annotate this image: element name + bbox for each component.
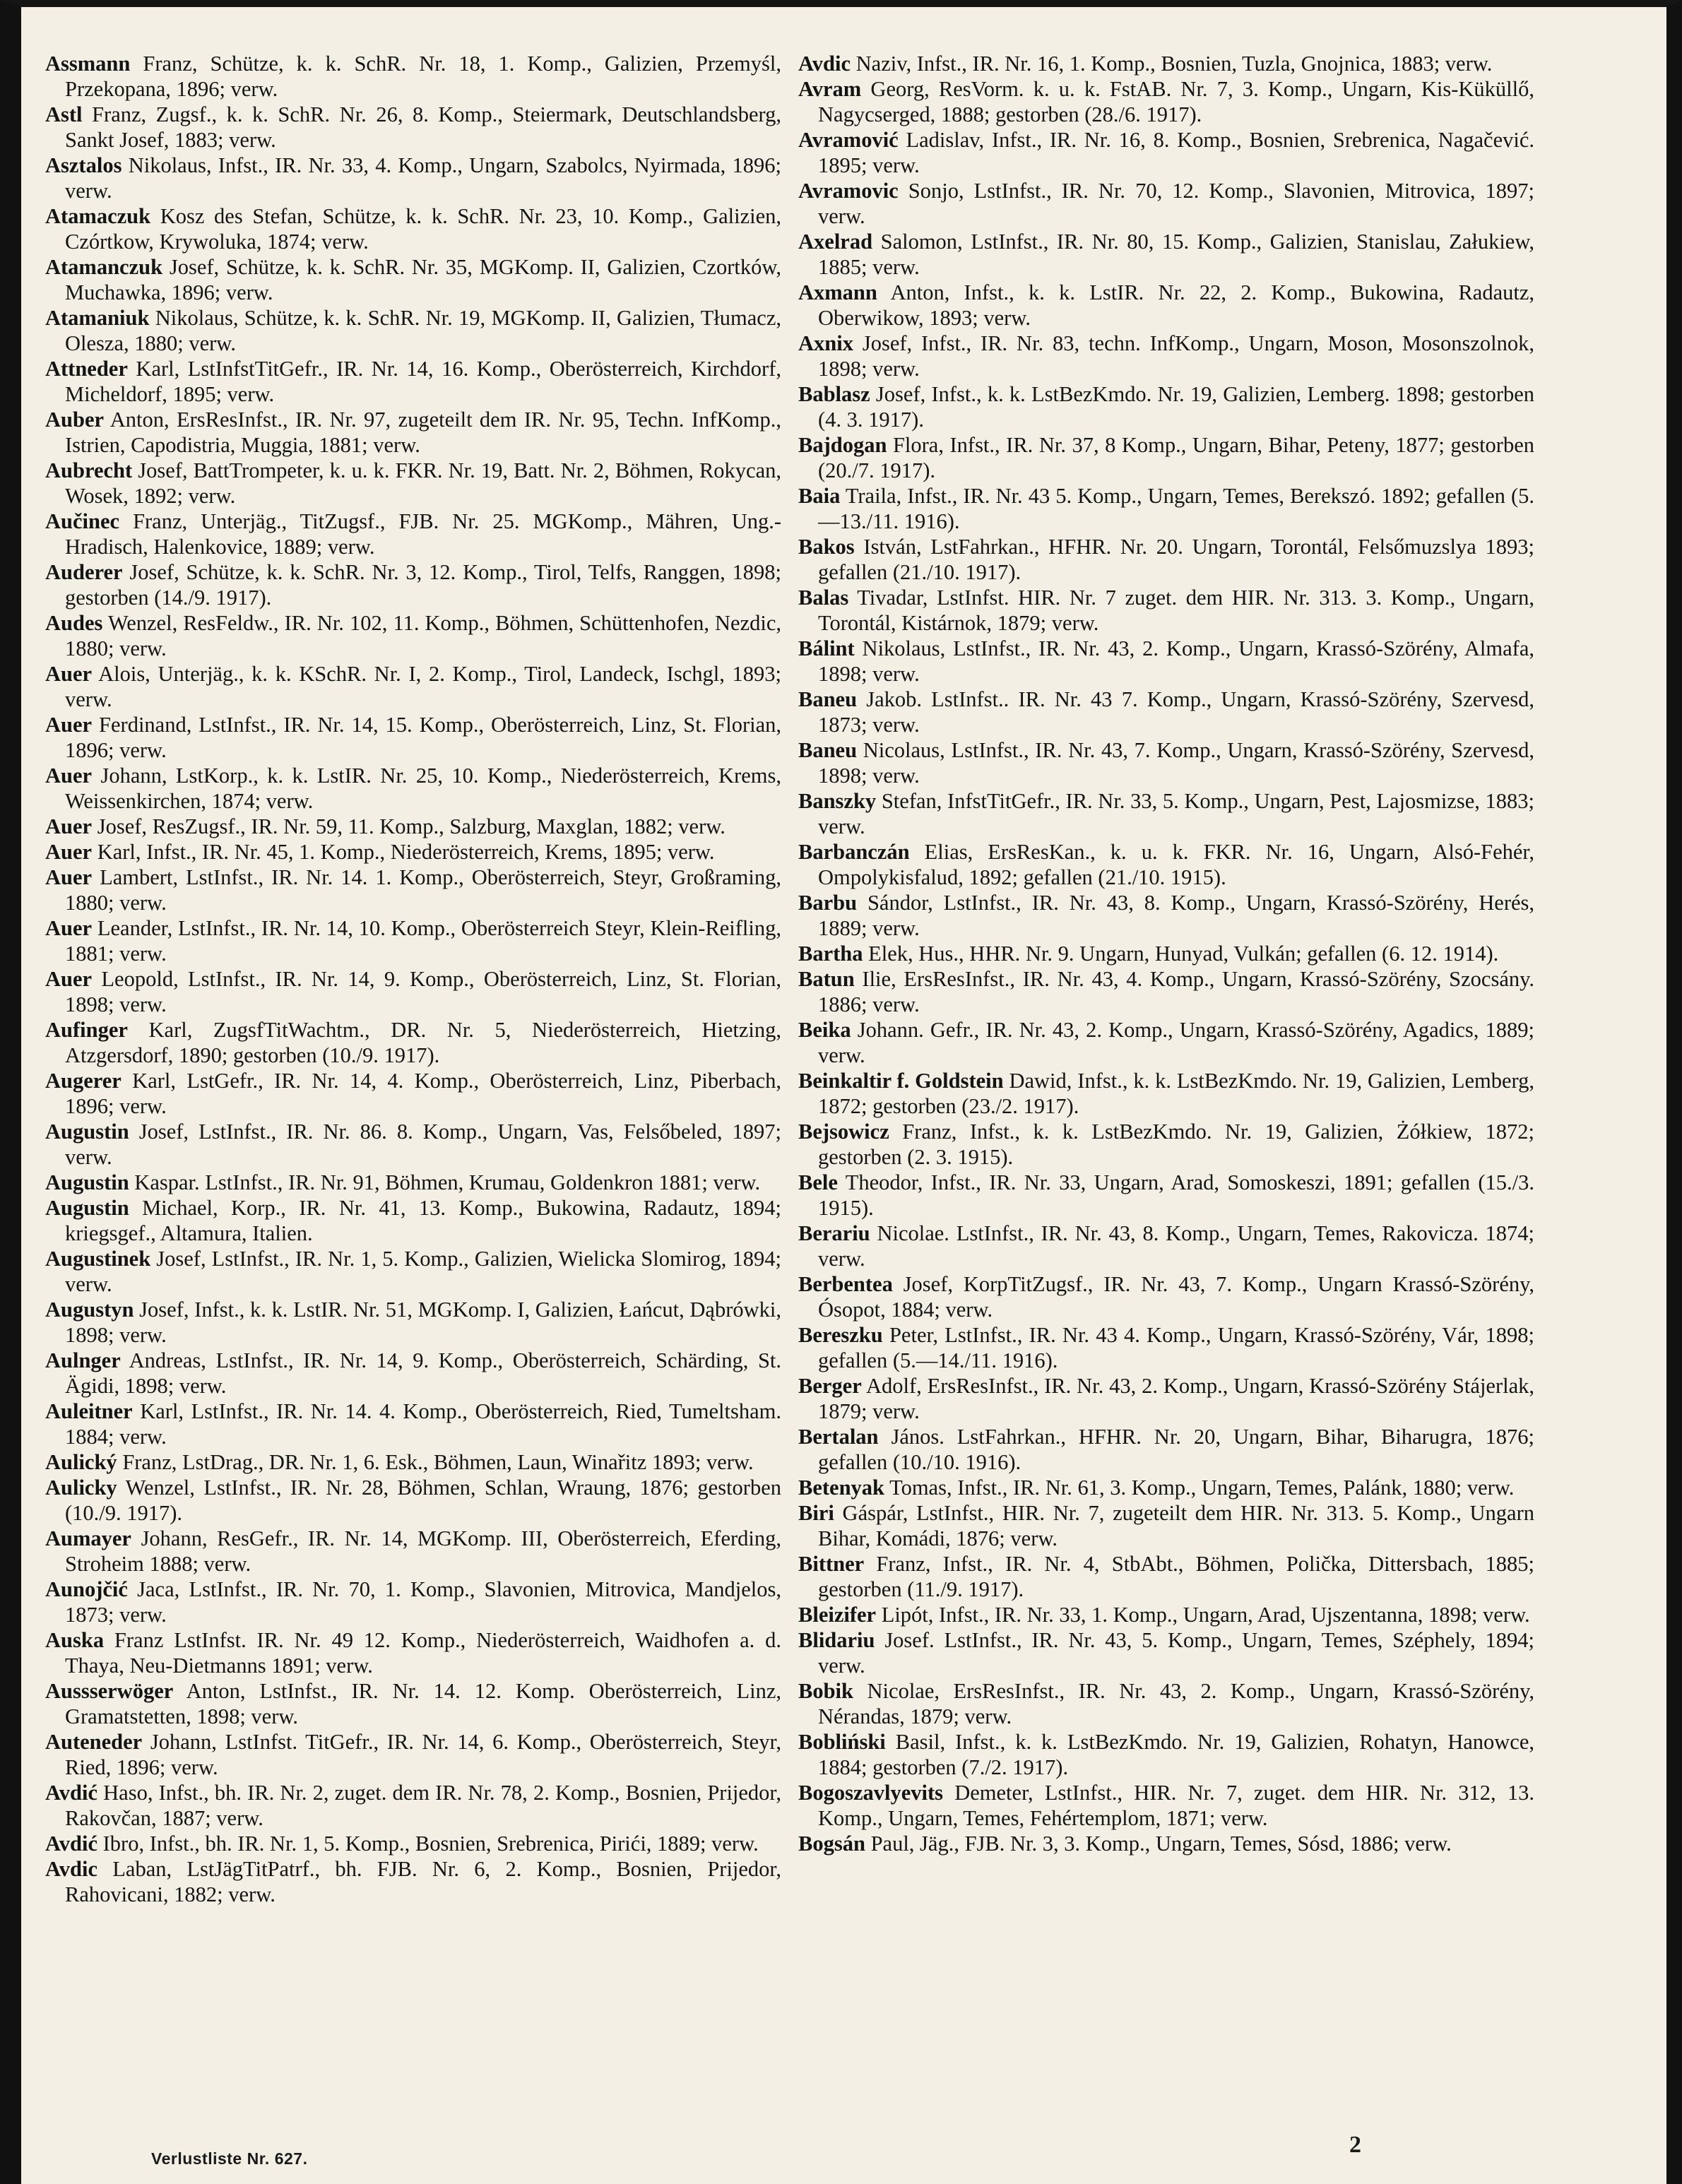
surname: Auber: [45, 408, 105, 432]
entry-details: István, LstFahrkan., HFHR. Nr. 20. Ungarn, Torontál, Felsőmuzslya 1893; gefallen (21./10. 1917).: [818, 535, 1534, 584]
entry-details: Franz, LstDrag., DR. Nr. 1, 6. Esk., Böhmen, Laun, Winařitz 1893; verw.: [122, 1450, 754, 1474]
surname: Bobik: [798, 1679, 853, 1703]
entry-details: Theodor, Infst., IR. Nr. 33, Ungarn, Arad, Somoskeszi, 1891; gefallen (15./3. 1915).: [818, 1170, 1534, 1220]
surname: Betenyak: [798, 1476, 884, 1500]
surname: Aulnger: [45, 1348, 121, 1372]
casualty-entry: [45, 1068, 781, 1119]
casualty-entry: [798, 1170, 1534, 1221]
surname: Atamaczuk: [45, 204, 151, 228]
surname: Berariu: [798, 1221, 870, 1245]
entry-details: Dawid, Infst., k. k. LstBezKmdo. Nr. 19, Galizien, Lemberg, 1872; gestorben (23./2. 1917).: [818, 1069, 1534, 1118]
casualty-entry: [798, 687, 1534, 737]
casualty-entry: [798, 1271, 1534, 1322]
surname: Bajdogan: [798, 433, 887, 457]
surname: Bartha: [798, 942, 863, 966]
surname: Avramovic: [798, 179, 899, 203]
casualty-entry: [798, 1424, 1534, 1475]
surname: Aubrecht: [45, 458, 133, 482]
casualty-entry: [45, 509, 781, 559]
entry-details: Johann. Gefr., IR. Nr. 43, 2. Komp., Ungarn, Krassó-Szörény, Agadics, 1889; verw.: [818, 1018, 1535, 1067]
casualty-entry: [45, 305, 781, 356]
casualty-entry: [45, 1297, 781, 1348]
surname: Beika: [798, 1018, 851, 1042]
casualty-entry: [798, 1500, 1534, 1551]
surname: Banszky: [798, 789, 877, 813]
surname: Atamaniuk: [45, 306, 150, 330]
entry-details: Karl, ZugsfTitWachtm., DR. Nr. 5, Niederösterreich, Hietzing, Atzgersdorf, 1890; gestorben (10./9. 1917).: [65, 1018, 782, 1067]
casualty-entry: [798, 890, 1534, 941]
surname: Bogoszavlyevits: [798, 1781, 944, 1805]
surname: Avramović: [798, 128, 899, 152]
entry-details: Flora, Infst., IR. Nr. 37, 8 Komp., Ungarn, Bihar, Peteny, 1877; gestorben (20./7. 1917).: [818, 433, 1534, 482]
entry-details: Ibro, Infst., bh. IR. Nr. 1, 5. Komp., Bosnien, Srebrenica, Pirići, 1889; verw.: [102, 1832, 759, 1856]
casualty-entry: [45, 763, 781, 814]
entry-details: Franz LstInfst. IR. Nr. 49 12. Komp., Niederösterreich, Waidhofen a. d. Thaya, Neu-Dietmanns 1891; verw.: [65, 1628, 781, 1678]
casualty-entry: [798, 788, 1534, 839]
surname: Auleitner: [45, 1399, 133, 1423]
casualty-entry: [798, 966, 1534, 1017]
left-column: [45, 51, 781, 1907]
surname: Auer: [45, 840, 93, 864]
surname: Auer: [45, 814, 93, 838]
entry-details: Nicolae. LstInfst., IR. Nr. 43, 8. Komp., Ungarn, Temes, Rakovicza. 1874; verw.: [818, 1221, 1535, 1271]
casualty-entry: [45, 1856, 781, 1907]
casualty-entry: [45, 1246, 781, 1297]
entry-details: Josef, LstInfst., IR. Nr. 86. 8. Komp., Ungarn, Vas, Felsőbeled, 1897; verw.: [65, 1120, 781, 1169]
surname: Avdic: [798, 52, 851, 76]
entry-details: Elias, ErsResKan., k. u. k. FKR. Nr. 16, Ungarn, Alsó-Fehér, Ompolykisfalud, 1892; gefallen (21./10. 1915).: [818, 840, 1534, 889]
casualty-entry: [45, 356, 781, 407]
entry-details: Laban, LstJägTitPatrf., bh. FJB. Nr. 6, 2. Komp., Bosnien, Prijedor, Rahovicani, 1882; verw.: [65, 1857, 781, 1906]
entry-details: Wenzel, LstInfst., IR. Nr. 28, Böhmen, Schlan, Wraung, 1876; gestorben (10./9. 1917).: [65, 1476, 782, 1525]
casualty-entry: [45, 814, 781, 839]
surname: Auer: [45, 916, 93, 940]
entry-details: Franz, Schütze, k. k. SchR. Nr. 18, 1. Komp., Galizien, Przemyśl, Przekopana, 1896; verw.: [65, 52, 781, 101]
casualty-entry: [798, 1678, 1534, 1729]
casualty-entry: [798, 381, 1534, 432]
entry-details: Alois, Unterjäg., k. k. KSchR. Nr. I, 2. Komp., Tirol, Landeck, Ischgl, 1893; verw.: [65, 662, 781, 711]
casualty-entry: [45, 1348, 781, 1399]
surname: Axelrad: [798, 230, 873, 254]
entry-details: Josef, BattTrompeter, k. u. k. FKR. Nr. 19, Batt. Nr. 2, Böhmen, Rokycan, Wosek, 1892; verw.: [65, 458, 781, 508]
entry-details: Karl, LstInfstTitGefr., IR. Nr. 14, 16. Komp., Oberösterreich, Kirchdorf, Micheldorf, 1895; verw.: [65, 357, 782, 406]
casualty-entry: [45, 865, 781, 915]
entry-details: Georg, ResVorm. k. u. k. FstAB. Nr. 7, 3. Komp., Ungarn, Kis-Küküllő, Nagycserged, 1888; gestorben (28./6. 1917).: [818, 77, 1534, 126]
surname: Auer: [45, 662, 93, 686]
entry-details: Josef, LstInfst., IR. Nr. 1, 5. Komp., Galizien, Wielicka Slomirog, 1894; verw.: [65, 1247, 782, 1296]
surname: Augustyn: [45, 1298, 134, 1322]
surname: Axnix: [798, 331, 853, 355]
surname: Attneder: [45, 357, 128, 381]
entry-details: Gáspár, LstInfst., HIR. Nr. 7, zugeteilt dem HIR. Nr. 313. 5. Komp., Ungarn Bihar, Komádi, 1876; verw.: [818, 1501, 1535, 1550]
entry-details: Nicolaus, LstInfst., IR. Nr. 43, 7. Komp., Ungarn, Krassó-Szörény, Szervesd, 1898; verw.: [818, 738, 1535, 788]
entry-details: Naziv, Infst., IR. Nr. 16, 1. Komp., Bosnien, Tuzla, Gnojnica, 1883; verw.: [855, 52, 1493, 76]
casualty-entry: [798, 432, 1534, 483]
casualty-entry: [45, 1678, 781, 1729]
entry-details: Karl, LstInfst., IR. Nr. 14. 4. Komp., Oberösterreich, Ried, Tumeltsham. 1884; verw.: [65, 1399, 781, 1449]
surname: Berger: [798, 1374, 862, 1398]
entry-details: Salomon, LstInfst., IR. Nr. 80, 15. Komp., Galizien, Stanislau, Załukiew, 1885; verw.: [818, 230, 1535, 279]
casualty-entry: [45, 1170, 781, 1195]
entry-details: Paul, Jäg., FJB. Nr. 3, 3. Komp., Ungarn, Temes, Sósd, 1886; verw.: [870, 1832, 1452, 1856]
casualty-entry: [798, 534, 1534, 585]
casualty-entry: [45, 153, 781, 203]
loss-list-number: Verlustliste Nr. 627.: [151, 2149, 308, 2168]
entry-details: Karl, Infst., IR. Nr. 45, 1. Komp., Niederösterreich, Krems, 1895; verw.: [97, 840, 715, 864]
casualty-entry: [798, 76, 1534, 127]
casualty-entry: [798, 585, 1534, 636]
surname: Biri: [798, 1501, 834, 1525]
casualty-entry: [45, 1195, 781, 1246]
surname: Aufinger: [45, 1018, 128, 1042]
casualty-entry: [45, 915, 781, 966]
casualty-entry: [798, 1627, 1534, 1678]
casualty-entry: [45, 661, 781, 712]
entry-details: Franz, Infst., k. k. LstBezKmdo. Nr. 19, Galizien, Żółkiew, 1872; gestorben (2. 3. 1915).: [818, 1120, 1535, 1169]
entry-details: Stefan, InfstTitGefr., IR. Nr. 33, 5. Komp., Ungarn, Pest, Lajosmizse, 1883; verw.: [818, 789, 1535, 838]
casualty-entry: [798, 1119, 1534, 1170]
casualty-entry: [798, 636, 1534, 687]
casualty-entry: [45, 407, 781, 458]
casualty-entry: [45, 839, 781, 865]
entry-details: Elek, Hus., HHR. Nr. 9. Ungarn, Hunyad, Vulkán; gefallen (6. 12. 1914).: [868, 942, 1499, 966]
entry-details: Johann, LstInfst. TitGefr., IR. Nr. 14, 6. Komp., Oberösterreich, Steyr, Ried, 1896; verw.: [65, 1730, 782, 1779]
entry-details: Franz, Unterjäg., TitZugsf., FJB. Nr. 25. MGKomp., Mähren, Ung.-Hradisch, Halenkovice, 1889; verw.: [65, 509, 781, 559]
casualty-entry: [798, 178, 1534, 229]
surname: Bálint: [798, 636, 855, 660]
casualty-entry: [798, 51, 1534, 76]
entry-details: Tomas, Infst., IR. Nr. 61, 3. Komp., Ungarn, Temes, Palánk, 1880; verw.: [889, 1476, 1515, 1500]
casualty-entry: [798, 229, 1534, 280]
casualty-entry: [45, 1449, 781, 1475]
entry-details: Michael, Korp., IR. Nr. 41, 13. Komp., Bukowina, Radautz, 1894; kriegsgef., Altamura, Italien.: [65, 1196, 782, 1245]
entry-details: Peter, LstInfst., IR. Nr. 43 4. Komp., Ungarn, Krassó-Szörény, Vár, 1898; gefallen (5.—14./11. 1916).: [818, 1323, 1534, 1372]
casualty-entry: [798, 1017, 1534, 1068]
entry-details: Wenzel, ResFeldw., IR. Nr. 102, 11. Komp., Böhmen, Schüttenhofen, Nezdic, 1880; verw.: [65, 611, 782, 660]
surname: Avdić: [45, 1832, 97, 1856]
entry-details: Leander, LstInfst., IR. Nr. 14, 10. Komp., Oberösterreich Steyr, Klein-Reifling, 1881; verw.: [65, 916, 782, 966]
casualty-entry: [45, 203, 781, 254]
entry-details: Karl, LstGefr., IR. Nr. 14, 4. Komp., Oberösterreich, Linz, Piberbach, 1896; verw.: [65, 1069, 781, 1118]
surname: Bittner: [798, 1552, 865, 1576]
surname: Bereszku: [798, 1323, 883, 1347]
entry-details: Johann, ResGefr., IR. Nr. 14, MGKomp. III, Oberösterreich, Eferding, Stroheim 1888; verw.: [65, 1526, 782, 1576]
casualty-entry: [45, 1577, 781, 1627]
entry-details: Tivadar, LstInfst. HIR. Nr. 7 zuget. dem HIR. Nr. 313. 3. Komp., Ungarn, Torontál, Kistárnok, 1879; verw.: [818, 586, 1534, 635]
casualty-entry: [45, 1627, 781, 1678]
casualty-entry: [798, 839, 1534, 890]
entry-details: Johann, LstKorp., k. k. LstIR. Nr. 25, 10. Komp., Niederösterreich, Krems, Weissenkirchen, 1874; verw.: [65, 764, 781, 813]
casualty-entry: [798, 1831, 1534, 1856]
entry-details: Nicolae, ErsResInfst., IR. Nr. 43, 2. Komp., Ungarn, Krassó-Szörény, Nérandas, 1879; verw.: [818, 1679, 1535, 1728]
entry-details: Lipót, Infst., IR. Nr. 33, 1. Komp., Ungarn, Arad, Ujszentanna, 1898; verw.: [881, 1603, 1530, 1627]
entry-details: Josef, ResZugsf., IR. Nr. 59, 11. Komp., Salzburg, Maxglan, 1882; verw.: [97, 814, 725, 838]
casualty-entry: [45, 712, 781, 763]
casualty-entry: [45, 1729, 781, 1780]
surname: Blidariu: [798, 1628, 875, 1652]
casualty-entry: [798, 1551, 1534, 1602]
surname: Axmann: [798, 280, 877, 304]
surname: Assmann: [45, 52, 131, 76]
casualty-entry: [798, 1221, 1534, 1271]
surname: Aunojčić: [45, 1577, 128, 1601]
casualty-entry: [798, 1780, 1534, 1831]
casualty-entry: [45, 254, 781, 305]
surname: Barbu: [798, 891, 858, 915]
entry-details: Anton, LstInfst., IR. Nr. 14. 12. Komp. Oberösterreich, Linz, Gramatstetten, 1898; verw.: [65, 1679, 781, 1728]
entry-details: Josef. LstInfst., IR. Nr. 43, 5. Komp., Ungarn, Temes, Széphely, 1894; verw.: [818, 1628, 1534, 1678]
surname: Bele: [798, 1170, 838, 1194]
casualty-entry: [45, 1119, 781, 1170]
entry-details: Josef, Schütze, k. k. SchR. Nr. 3, 12. Komp., Tirol, Telfs, Ranggen, 1898; gestorben (14./9. 1917).: [65, 560, 781, 610]
entry-details: Josef, Infst., k. k. LstBezKmdo. Nr. 19, Galizien, Lemberg. 1898; gestorben (4. 3. 1917).: [818, 382, 1535, 432]
casualty-entry: [45, 1831, 781, 1856]
surname: Bertalan: [798, 1425, 879, 1449]
surname: Balas: [798, 586, 849, 610]
casualty-entry: [798, 1068, 1534, 1119]
entry-details: Sándor, LstInfst., IR. Nr. 43, 8. Komp., Ungarn, Krassó-Szörény, Herés, 1889; verw.: [818, 891, 1535, 940]
surname: Bobliński: [798, 1730, 886, 1754]
surname: Bejsowicz: [798, 1120, 889, 1144]
surname: Aulicky: [45, 1476, 117, 1500]
entry-details: Josef, Schütze, k. k. SchR. Nr. 35, MGKomp. II, Galizien, Czortków, Muchawka, 1896; verw.: [65, 255, 781, 304]
surname: Bakos: [798, 535, 855, 559]
entry-details: Andreas, LstInfst., IR. Nr. 14, 9. Komp., Oberösterreich, Schärding, St. Ägidi, 1898; verw.: [65, 1348, 781, 1398]
entry-details: Josef, Infst., k. k. LstIR. Nr. 51, MGKomp. I, Galizien, Łańcut, Dąbrówki, 1898; verw.: [65, 1298, 782, 1347]
casualty-entry: [45, 610, 781, 661]
entry-details: Josef, Infst., IR. Nr. 83, techn. InfKomp., Ungarn, Moson, Mosonszolnok, 1898; verw.: [818, 331, 1534, 381]
surname: Auer: [45, 713, 93, 737]
casualty-entry: [798, 1322, 1534, 1373]
surname: Beinkaltir f. Goldstein: [798, 1069, 1004, 1093]
surname: Auer: [45, 764, 93, 788]
surname: Auderer: [45, 560, 123, 584]
entry-details: Nikolaus, Infst., IR. Nr. 33, 4. Komp., Ungarn, Szabolcs, Nyirmada, 1896; verw.: [65, 153, 781, 203]
surname: Augustinek: [45, 1247, 151, 1271]
casualty-entry: [45, 1399, 781, 1449]
surname: Batun: [798, 967, 855, 991]
entry-details: Traila, Infst., IR. Nr. 43 5. Komp., Ungarn, Temes, Berekszó. 1892; gefallen (5.—13./11. 1916).: [818, 484, 1534, 533]
entry-details: Leopold, LstInfst., IR. Nr. 14, 9. Komp., Oberösterreich, Linz, St. Florian, 1898; verw.: [65, 967, 782, 1016]
surname: Bablasz: [798, 382, 870, 406]
entry-details: Franz, Infst., IR. Nr. 4, StbAbt., Böhmen, Polička, Dittersbach, 1885; gestorben (11./9. 1917).: [818, 1552, 1535, 1601]
surname: Auteneder: [45, 1730, 143, 1754]
casualty-entry: [798, 483, 1534, 534]
entry-details: Lambert, LstInfst., IR. Nr. 14. 1. Komp., Oberösterreich, Steyr, Großraming, 1880; verw.: [65, 865, 782, 915]
casualty-entry: [45, 1475, 781, 1526]
entry-details: János. LstFahrkan., HFHR. Nr. 20, Ungarn, Bihar, Biharugra, 1876; gefallen (10./10. 1916).: [818, 1425, 1535, 1474]
casualty-entry: [45, 966, 781, 1017]
surname: Baneu: [798, 738, 858, 762]
casualty-entry: [798, 280, 1534, 331]
casualty-entry: [798, 1475, 1534, 1500]
casualty-entry: [798, 331, 1534, 381]
entry-details: Kosz des Stefan, Schütze, k. k. SchR. Nr. 23, 10. Komp., Galizien, Czórtkow, Krywoluka, 1874; verw.: [65, 204, 782, 254]
casualty-entry: [45, 559, 781, 610]
surname: Baneu: [798, 687, 858, 711]
surname: Augustin: [45, 1120, 129, 1144]
casualty-entry: [798, 127, 1534, 178]
casualty-entry: [45, 1526, 781, 1577]
entry-details: Kaspar. LstInfst., IR. Nr. 91, Böhmen, Krumau, Goldenkron 1881; verw.: [134, 1170, 761, 1194]
casualty-entry: [45, 458, 781, 509]
casualty-entry: [798, 941, 1534, 966]
entry-details: Demeter, LstInfst., HIR. Nr. 7, zuget. dem HIR. Nr. 312, 13. Komp., Ungarn, Temes, Fehértemplom, 1871; verw.: [818, 1781, 1535, 1830]
entry-details: Jaca, LstInfst., IR. Nr. 70, 1. Komp., Slavonien, Mitrovica, Mandjelos, 1873; verw.: [65, 1577, 781, 1627]
surname: Barbanczán: [798, 840, 910, 864]
entry-details: Anton, ErsResInfst., IR. Nr. 97, zugeteilt dem IR. Nr. 95, Techn. InfKomp., Istrien, Capodistria, Muggia, 1881; verw.: [65, 408, 781, 457]
entry-details: Sonjo, LstInfst., IR. Nr. 70, 12. Komp., Slavonien, Mitrovica, 1897; verw.: [818, 179, 1534, 228]
surname: Audes: [45, 611, 103, 635]
surname: Avdic: [45, 1857, 97, 1881]
surname: Atamanczuk: [45, 255, 163, 279]
casualty-entry: [45, 1780, 781, 1831]
casualty-entry: [798, 737, 1534, 788]
surname: Auer: [45, 967, 93, 991]
surname: Avdić: [45, 1781, 97, 1805]
surname: Berbentea: [798, 1272, 893, 1296]
surname: Augustin: [45, 1196, 129, 1220]
entry-details: Haso, Infst., bh. IR. Nr. 2, zuget. dem IR. Nr. 78, 2. Komp., Bosnien, Prijedor, Rakovčan, 1887; verw.: [65, 1781, 781, 1830]
entry-details: Ladislav, Infst., IR. Nr. 16, 8. Komp., Bosnien, Srebrenica, Nagačević. 1895; verw.: [818, 128, 1534, 177]
entry-details: Nikolaus, LstInfst., IR. Nr. 43, 2. Komp., Ungarn, Krassó-Szörény, Almafa, 1898; verw.: [818, 636, 1534, 686]
entry-details: Anton, Infst., k. k. LstIR. Nr. 22, 2. Komp., Bukowina, Radautz, Oberwikow, 1893; verw.: [818, 280, 1534, 330]
casualty-entry: [798, 1602, 1534, 1627]
entry-details: Nikolaus, Schütze, k. k. SchR. Nr. 19, MGKomp. II, Galizien, Tłumacz, Olesza, 1880; verw.: [65, 306, 781, 355]
surname: Asztalos: [45, 153, 122, 177]
surname: Bogsán: [798, 1832, 865, 1856]
entry-details: Franz, Zugsf., k. k. SchR. Nr. 26, 8. Komp., Steiermark, Deutschlandsberg, Sankt Josef, 1883; verw.: [65, 102, 782, 152]
surname: Bleizifer: [798, 1603, 877, 1627]
entry-details: Josef, KorpTitZugsf., IR. Nr. 43, 7. Komp., Ungarn Krassó-Szörény, Ósopot, 1884; verw.: [818, 1272, 1534, 1322]
page-number: 2: [1349, 2132, 1361, 2158]
casualty-entry: [45, 51, 781, 102]
casualty-entry: [798, 1373, 1534, 1424]
surname: Auska: [45, 1628, 105, 1652]
casualty-entry: [45, 102, 781, 153]
surname: Augerer: [45, 1069, 122, 1093]
casualty-entry: [798, 1729, 1534, 1780]
surname: Aussserwöger: [45, 1679, 174, 1703]
casualty-entry: [45, 1017, 781, 1068]
surname: Aučinec: [45, 509, 120, 533]
surname: Avram: [798, 77, 862, 101]
surname: Astl: [45, 102, 83, 126]
entry-details: Adolf, ErsResInfst., IR. Nr. 43, 2. Komp., Ungarn, Krassó-Szörény Stájerlak, 1879; verw.: [818, 1374, 1534, 1423]
entry-details: Basil, Infst., k. k. LstBezKmdo. Nr. 19, Galizien, Rohatyn, Hanowce, 1884; gestorben (7./2. 1917).: [818, 1730, 1535, 1779]
right-column: [798, 51, 1534, 1856]
surname: Auer: [45, 865, 93, 889]
entry-details: Ilie, ErsResInfst., IR. Nr. 43, 4. Komp., Ungarn, Krassó-Szörény, Szocsány. 1886; verw.: [818, 967, 1534, 1016]
surname: Aumayer: [45, 1526, 131, 1550]
surname: Aulický: [45, 1450, 117, 1474]
entry-details: Ferdinand, LstInfst., IR. Nr. 14, 15. Komp., Oberösterreich, Linz, St. Florian, 1896; verw.: [65, 713, 782, 762]
entry-details: Jakob. LstInfst.. IR. Nr. 43 7. Komp., Ungarn, Krassó-Szörény, Szervesd, 1873; verw.: [818, 687, 1535, 737]
surname: Augustin: [45, 1170, 129, 1194]
surname: Baia: [798, 484, 841, 508]
